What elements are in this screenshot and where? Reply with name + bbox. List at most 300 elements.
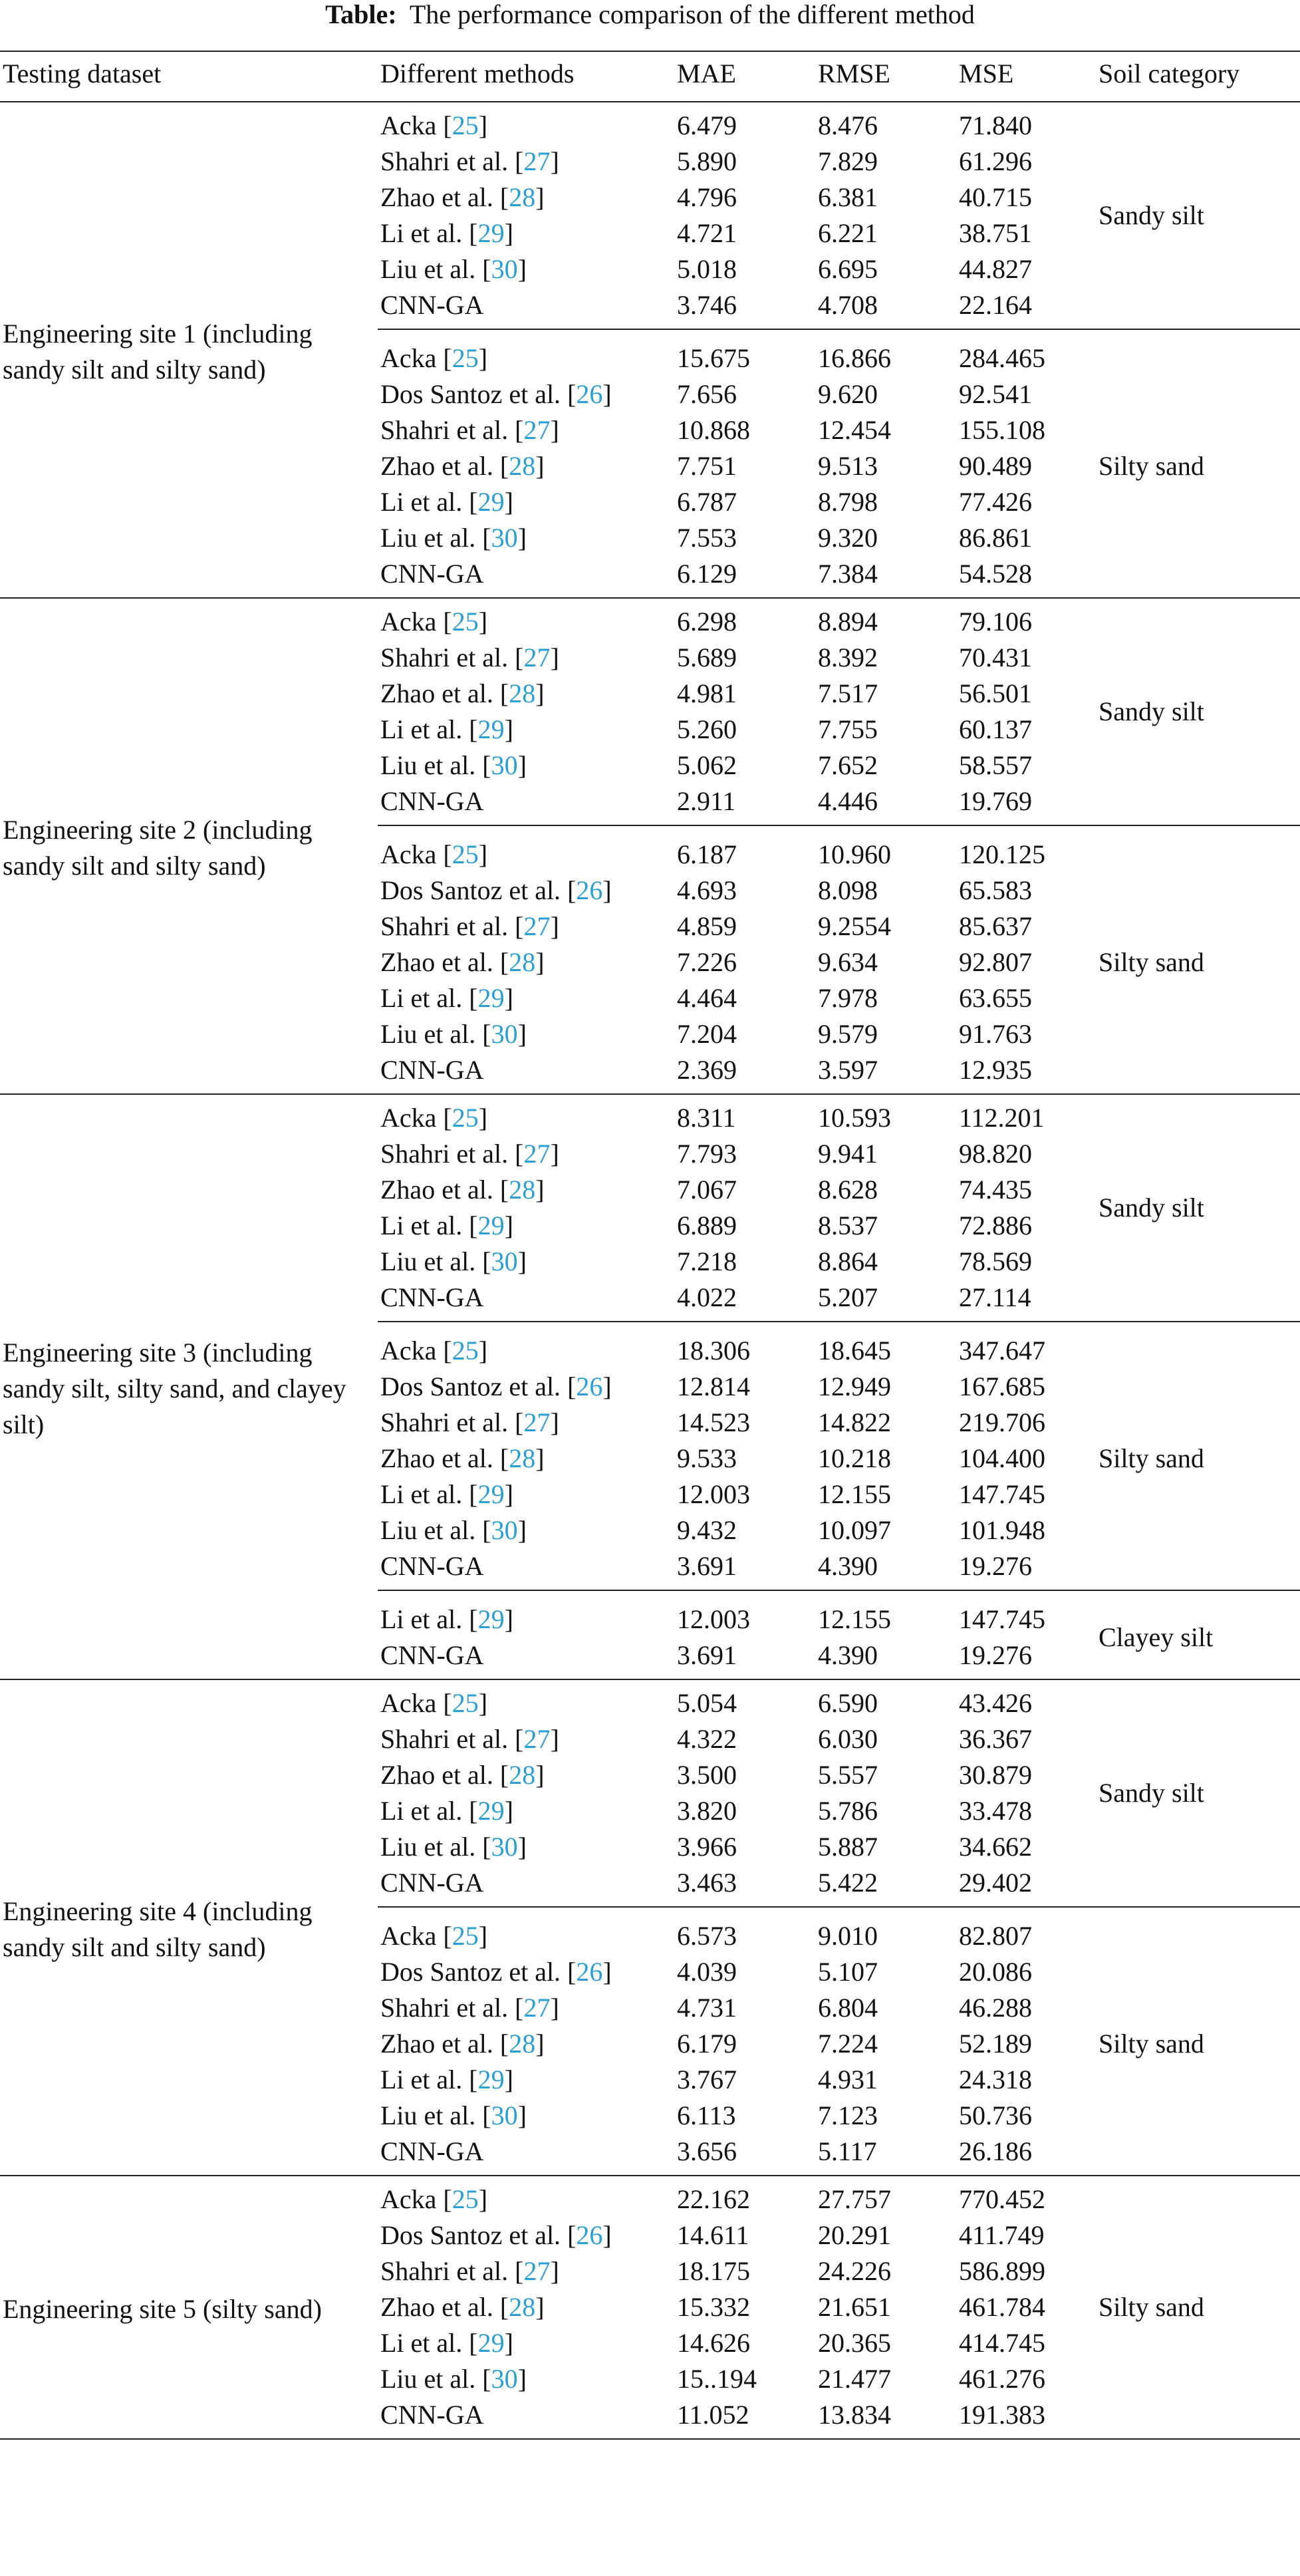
rmse-cell: 21.651 bbox=[818, 2292, 891, 2322]
mae-cell: 4.796 bbox=[677, 182, 737, 212]
method-name: Zhao et al. bbox=[380, 451, 493, 481]
method-name: Liu et al. bbox=[380, 2100, 476, 2130]
mse-cell: 461.784 bbox=[959, 2292, 1045, 2322]
citation-link[interactable]: 25 bbox=[452, 110, 479, 140]
method-cell: Dos Santoz et al. [26] bbox=[380, 875, 612, 905]
rmse-cell: 5.107 bbox=[818, 1957, 878, 1987]
method-cell: Acka [25] bbox=[380, 607, 488, 637]
mse-cell: 46.288 bbox=[959, 1993, 1032, 2023]
mse-cell: 284.465 bbox=[959, 343, 1045, 373]
citation-link[interactable]: 25 bbox=[452, 1336, 479, 1365]
table-row bbox=[0, 251, 1300, 287]
mse-cell: 85.637 bbox=[959, 911, 1032, 941]
citation-link[interactable]: 26 bbox=[576, 2220, 603, 2250]
table-row bbox=[0, 640, 1300, 676]
method-cell: Shahri et al. [27] bbox=[380, 415, 559, 445]
method-name: Dos Santoz et al. bbox=[380, 2220, 561, 2250]
method-cell bbox=[380, 556, 484, 592]
table-row bbox=[0, 2253, 1300, 2289]
soil-category-cell: Silty sand bbox=[1099, 947, 1204, 977]
mse-cell: 54.528 bbox=[959, 559, 1032, 589]
method-cell: Shahri et al. [27] bbox=[380, 1993, 559, 2023]
header-methods: Different methods bbox=[380, 59, 575, 88]
mse-cell: 92.541 bbox=[959, 379, 1032, 409]
mse-cell: 770.452 bbox=[959, 2184, 1045, 2214]
rmse-cell: 7.224 bbox=[818, 2029, 878, 2059]
rmse-cell: 4.708 bbox=[818, 290, 878, 320]
mae-cell: 7.067 bbox=[677, 1175, 737, 1205]
citation-link[interactable]: 29 bbox=[477, 1211, 505, 1240]
table-row bbox=[0, 1990, 1300, 2026]
rmse-cell: 8.392 bbox=[818, 643, 878, 672]
method-name: CNN-GA bbox=[380, 559, 484, 589]
mse-cell: 411.749 bbox=[959, 2220, 1045, 2250]
rmse-cell: 8.894 bbox=[818, 607, 878, 637]
group-rule bbox=[378, 825, 1300, 826]
method-cell: Liu et al. [30] bbox=[380, 750, 527, 780]
citation-link[interactable]: 27 bbox=[523, 1724, 551, 1754]
table-row bbox=[0, 1477, 1300, 1512]
mae-cell: 6.479 bbox=[677, 110, 737, 140]
citation-link[interactable]: 29 bbox=[477, 2065, 505, 2094]
rmse-cell: 12.949 bbox=[818, 1371, 891, 1401]
method-name: Li et al. bbox=[380, 1479, 463, 1509]
method-name: Acka bbox=[380, 1103, 437, 1133]
mse-cell: 19.276 bbox=[959, 1640, 1032, 1670]
method-name: CNN-GA bbox=[380, 786, 484, 816]
method-name: Li et al. bbox=[380, 714, 463, 744]
testing-dataset-cell: Engineering site 5 (silty sand) bbox=[3, 2294, 322, 2324]
method-cell bbox=[380, 2397, 484, 2433]
mae-cell: 7.793 bbox=[677, 1139, 737, 1169]
table-row bbox=[0, 412, 1300, 448]
method-name: Zhao et al. bbox=[380, 678, 493, 708]
method-cell: Li et al. [29] bbox=[380, 1796, 513, 1826]
method-name: Zhao et al. bbox=[380, 1175, 493, 1205]
mse-cell: 104.400 bbox=[959, 1443, 1045, 1473]
citation-link[interactable]: 29 bbox=[477, 487, 505, 517]
mae-cell: 3.500 bbox=[677, 1760, 737, 1790]
group-rule bbox=[378, 1590, 1300, 1591]
soil-category-cell: Silty sand bbox=[1099, 451, 1204, 481]
mae-cell: 9.533 bbox=[677, 1443, 737, 1473]
method-name: Zhao et al. bbox=[380, 947, 493, 977]
method-name: Liu et al. bbox=[380, 2364, 476, 2394]
method-name: Acka bbox=[380, 839, 437, 869]
citation-link[interactable]: 29 bbox=[477, 983, 505, 1013]
table-row bbox=[0, 1685, 1300, 1721]
mae-cell: 6.889 bbox=[677, 1211, 737, 1240]
mse-cell: 461.276 bbox=[959, 2364, 1045, 2394]
citation-link[interactable]: 26 bbox=[576, 875, 603, 905]
rmse-cell: 16.866 bbox=[818, 343, 891, 373]
method-name: Shahri et al. bbox=[380, 1407, 509, 1437]
method-name: Liu et al. bbox=[380, 523, 476, 553]
mse-cell: 56.501 bbox=[959, 678, 1032, 708]
mae-cell: 6.298 bbox=[677, 607, 737, 637]
citation-link[interactable]: 30 bbox=[491, 2100, 518, 2130]
rmse-cell: 6.221 bbox=[818, 218, 878, 248]
method-cell: Dos Santoz et al. [26] bbox=[380, 1957, 612, 1987]
method-cell: Shahri et al. [27] bbox=[380, 1724, 559, 1754]
citation-link[interactable]: 26 bbox=[576, 1371, 603, 1401]
mae-cell: 6.113 bbox=[677, 2100, 736, 2130]
method-cell: Li et al. [29] bbox=[380, 2065, 513, 2094]
citation-link[interactable]: 28 bbox=[509, 947, 536, 977]
citation-link[interactable]: 27 bbox=[523, 415, 551, 445]
rmse-cell: 7.829 bbox=[818, 146, 878, 176]
citation-link[interactable]: 29 bbox=[477, 714, 505, 744]
mse-cell: 120.125 bbox=[959, 839, 1045, 869]
method-cell: Li et al. [29] bbox=[380, 2328, 513, 2358]
site-rule bbox=[0, 1679, 1300, 1680]
method-name: Shahri et al. bbox=[380, 911, 509, 941]
citation-link[interactable]: 28 bbox=[509, 2029, 536, 2059]
method-cell: Li et al. [29] bbox=[380, 1604, 513, 1634]
method-cell: Zhao et al. [28] bbox=[380, 1760, 545, 1790]
method-cell: Li et al. [29] bbox=[380, 714, 513, 744]
mse-cell: 219.706 bbox=[959, 1407, 1045, 1437]
mse-cell: 19.276 bbox=[959, 1551, 1032, 1581]
citation-link[interactable]: 27 bbox=[523, 2256, 551, 2286]
method-cell: Zhao et al. [28] bbox=[380, 182, 545, 212]
rmse-cell: 10.593 bbox=[818, 1103, 891, 1133]
method-name: Dos Santoz et al. bbox=[380, 379, 561, 409]
mse-cell: 79.106 bbox=[959, 607, 1032, 637]
rmse-cell: 20.291 bbox=[818, 2220, 891, 2250]
method-cell: Dos Santoz et al. [26] bbox=[380, 379, 612, 409]
rmse-cell: 5.887 bbox=[818, 1832, 878, 1862]
table-row bbox=[0, 1136, 1300, 1172]
method-name: Li et al. bbox=[380, 1796, 463, 1826]
mse-cell: 43.426 bbox=[959, 1688, 1032, 1718]
citation-link[interactable]: 25 bbox=[452, 1921, 479, 1951]
soil-category-cell: Sandy silt bbox=[1099, 200, 1204, 230]
soil-category-cell: Sandy silt bbox=[1099, 1778, 1204, 1808]
citation-link[interactable]: 30 bbox=[491, 254, 518, 284]
mae-cell: 6.187 bbox=[677, 839, 737, 869]
mse-cell: 74.435 bbox=[959, 1175, 1032, 1205]
mae-cell: 7.218 bbox=[677, 1246, 737, 1276]
method-name: Zhao et al. bbox=[380, 182, 493, 212]
citation-link[interactable]: 28 bbox=[509, 182, 536, 212]
rmse-cell: 24.226 bbox=[818, 2256, 891, 2286]
mae-cell: 5.260 bbox=[677, 714, 737, 744]
method-name: Acka bbox=[380, 343, 437, 373]
rmse-cell: 5.207 bbox=[818, 1282, 878, 1312]
method-name: Li et al. bbox=[380, 983, 463, 1013]
rmse-cell: 9.2554 bbox=[818, 911, 891, 941]
rmse-cell: 9.634 bbox=[818, 947, 878, 977]
method-name: Shahri et al. bbox=[380, 1724, 509, 1754]
mse-cell: 40.715 bbox=[959, 182, 1032, 212]
mse-cell: 29.402 bbox=[959, 1868, 1032, 1898]
rmse-cell: 14.822 bbox=[818, 1407, 891, 1437]
citation-link[interactable]: 29 bbox=[477, 1604, 505, 1634]
mse-cell: 26.186 bbox=[959, 2136, 1032, 2166]
method-cell: Zhao et al. [28] bbox=[380, 1443, 545, 1473]
table-row bbox=[0, 1016, 1300, 1052]
citation-link[interactable]: 25 bbox=[452, 1688, 479, 1718]
citation-link[interactable]: 30 bbox=[491, 523, 518, 553]
table-row bbox=[0, 1052, 1300, 1088]
citation-link[interactable]: 29 bbox=[477, 1479, 505, 1509]
rmse-cell: 6.030 bbox=[818, 1724, 878, 1754]
rmse-cell: 5.422 bbox=[818, 1868, 878, 1898]
table-row bbox=[0, 2098, 1300, 2134]
mae-cell: 12.814 bbox=[677, 1371, 750, 1401]
method-cell bbox=[380, 287, 484, 323]
mae-cell: 6.787 bbox=[677, 487, 737, 517]
method-name: Liu et al. bbox=[380, 1515, 476, 1545]
rmse-cell: 13.834 bbox=[818, 2400, 891, 2430]
method-name: Li et al. bbox=[380, 218, 463, 248]
citation-link[interactable]: 28 bbox=[509, 678, 536, 708]
site-rule bbox=[0, 1093, 1300, 1095]
citation-link[interactable]: 30 bbox=[491, 1019, 518, 1049]
rmse-cell: 7.384 bbox=[818, 559, 878, 589]
method-name: Liu et al. bbox=[380, 1246, 476, 1276]
group-rule bbox=[378, 1906, 1300, 1908]
method-cell: Shahri et al. [27] bbox=[380, 1139, 559, 1169]
citation-link[interactable]: 26 bbox=[576, 1957, 603, 1987]
mae-cell: 2.369 bbox=[677, 1055, 737, 1085]
citation-link[interactable]: 27 bbox=[523, 146, 551, 176]
method-name: CNN-GA bbox=[380, 1640, 484, 1670]
method-cell: Liu et al. [30] bbox=[380, 523, 527, 553]
group-rule bbox=[378, 1321, 1300, 1322]
mae-cell: 4.693 bbox=[677, 875, 737, 905]
mae-cell: 15.332 bbox=[677, 2292, 750, 2322]
mse-cell: 147.745 bbox=[959, 1479, 1045, 1509]
mse-cell: 586.899 bbox=[959, 2256, 1045, 2286]
rmse-cell: 8.628 bbox=[818, 1175, 878, 1205]
rmse-cell: 12.454 bbox=[818, 415, 891, 445]
citation-link[interactable]: 30 bbox=[491, 1515, 518, 1545]
method-name: Liu et al. bbox=[380, 1019, 476, 1049]
mse-cell: 27.114 bbox=[959, 1282, 1031, 1312]
rmse-cell: 3.597 bbox=[818, 1055, 878, 1085]
rmse-cell: 12.155 bbox=[818, 1479, 891, 1509]
rmse-cell: 18.645 bbox=[818, 1336, 891, 1365]
testing-dataset-cell: Engineering site 4 (including sandy silt and silty sand) bbox=[3, 1896, 313, 1962]
method-name: Shahri et al. bbox=[380, 643, 509, 672]
method-name: Dos Santoz et al. bbox=[380, 875, 561, 905]
method-cell: Shahri et al. [27] bbox=[380, 911, 559, 941]
method-cell: Liu et al. [30] bbox=[380, 1019, 527, 1049]
method-name: Acka bbox=[380, 110, 437, 140]
method-cell: Acka [25] bbox=[380, 1688, 488, 1718]
mse-cell: 77.426 bbox=[959, 487, 1032, 517]
mse-cell: 167.685 bbox=[959, 1371, 1045, 1401]
method-name: Shahri et al. bbox=[380, 415, 509, 445]
method-cell: Liu et al. [30] bbox=[380, 254, 527, 284]
mae-cell: 3.656 bbox=[677, 2136, 737, 2166]
mse-cell: 78.569 bbox=[959, 1246, 1032, 1276]
method-cell: Li et al. [29] bbox=[380, 218, 513, 248]
rmse-cell: 6.590 bbox=[818, 1688, 878, 1718]
method-name: CNN-GA bbox=[380, 1868, 484, 1898]
method-name: CNN-GA bbox=[380, 2136, 484, 2166]
mae-cell: 4.859 bbox=[677, 911, 737, 941]
table-row bbox=[0, 2397, 1300, 2433]
method-cell bbox=[380, 784, 484, 819]
mae-cell: 4.464 bbox=[677, 983, 737, 1013]
citation-link[interactable]: 27 bbox=[523, 643, 551, 672]
table-row bbox=[0, 144, 1300, 180]
citation-link[interactable]: 25 bbox=[452, 1103, 479, 1133]
mae-cell: 14.611 bbox=[677, 2220, 749, 2250]
table-row bbox=[0, 1100, 1300, 1136]
mse-cell: 414.745 bbox=[959, 2328, 1045, 2358]
table-row bbox=[0, 1829, 1300, 1865]
citation-link[interactable]: 28 bbox=[509, 1443, 536, 1473]
table-row bbox=[0, 980, 1300, 1016]
mse-cell: 60.137 bbox=[959, 714, 1032, 744]
mae-cell: 4.731 bbox=[677, 1993, 737, 2023]
rmse-cell: 5.117 bbox=[818, 2136, 877, 2166]
mae-cell: 8.311 bbox=[677, 1103, 736, 1133]
mae-cell: 12.003 bbox=[677, 1479, 750, 1509]
mae-cell: 18.306 bbox=[677, 1336, 750, 1365]
citation-link[interactable]: 27 bbox=[523, 1407, 551, 1437]
method-name: CNN-GA bbox=[380, 2400, 484, 2430]
rmse-cell: 7.517 bbox=[818, 678, 878, 708]
method-name: Acka bbox=[380, 607, 437, 637]
citation-link[interactable]: 28 bbox=[509, 1175, 536, 1205]
method-name: Shahri et al. bbox=[380, 1993, 509, 2023]
mae-cell: 18.175 bbox=[677, 2256, 750, 2286]
mae-cell: 3.463 bbox=[677, 1868, 737, 1898]
citation-link[interactable]: 29 bbox=[477, 218, 505, 248]
header-testing-dataset: Testing dataset bbox=[3, 59, 162, 88]
table-row bbox=[0, 556, 1300, 592]
method-cell: Dos Santoz et al. [26] bbox=[380, 2220, 612, 2250]
bottom-rule bbox=[0, 2438, 1300, 2440]
method-cell: Li et al. [29] bbox=[380, 487, 513, 517]
rmse-cell: 9.579 bbox=[818, 1019, 878, 1049]
rmse-cell: 27.757 bbox=[818, 2184, 891, 2214]
method-cell: Zhao et al. [28] bbox=[380, 451, 545, 481]
header-mae: MAE bbox=[677, 59, 736, 88]
citation-link[interactable]: 29 bbox=[477, 1796, 505, 1826]
method-name: Dos Santoz et al. bbox=[380, 1371, 561, 1401]
citation-link[interactable]: 25 bbox=[452, 343, 479, 373]
method-name: Dos Santoz et al. bbox=[380, 1957, 561, 1987]
rmse-cell: 5.557 bbox=[818, 1760, 878, 1790]
method-name: CNN-GA bbox=[380, 1282, 484, 1312]
mse-cell: 38.751 bbox=[959, 218, 1032, 248]
mae-cell: 15..194 bbox=[677, 2364, 757, 2394]
mae-cell: 10.868 bbox=[677, 415, 750, 445]
rmse-cell: 4.390 bbox=[818, 1551, 878, 1581]
header-rmse: RMSE bbox=[818, 59, 890, 88]
table-row bbox=[0, 1512, 1300, 1548]
citation-link[interactable]: 30 bbox=[491, 2364, 518, 2394]
citation-link[interactable]: 25 bbox=[452, 607, 479, 637]
table-row bbox=[0, 2218, 1300, 2253]
mse-cell: 30.879 bbox=[959, 1760, 1032, 1790]
mae-cell: 7.204 bbox=[677, 1019, 737, 1049]
mse-cell: 19.769 bbox=[959, 786, 1032, 816]
citation-link[interactable]: 28 bbox=[509, 2292, 536, 2322]
rmse-cell: 9.941 bbox=[818, 1139, 878, 1169]
method-cell: Zhao et al. [28] bbox=[380, 678, 545, 708]
mae-cell: 4.721 bbox=[677, 218, 737, 248]
method-cell: Acka [25] bbox=[380, 2184, 488, 2214]
method-name: CNN-GA bbox=[380, 290, 484, 320]
caption-prefix: Table: bbox=[325, 0, 397, 29]
citation-link[interactable]: 25 bbox=[452, 839, 479, 869]
mse-cell: 70.431 bbox=[959, 643, 1032, 672]
rmse-cell: 8.798 bbox=[818, 487, 878, 517]
mae-cell: 7.553 bbox=[677, 523, 737, 553]
rmse-cell: 8.476 bbox=[818, 110, 878, 140]
method-name: Zhao et al. bbox=[380, 1443, 493, 1473]
mse-cell: 92.807 bbox=[959, 947, 1032, 977]
rmse-cell: 9.320 bbox=[818, 523, 878, 553]
table-row bbox=[0, 2134, 1300, 2170]
citation-link[interactable]: 28 bbox=[509, 451, 536, 481]
citation-link[interactable]: 30 bbox=[491, 1246, 518, 1276]
citation-link[interactable]: 30 bbox=[491, 1832, 518, 1862]
rmse-cell: 9.010 bbox=[818, 1921, 878, 1951]
rmse-cell: 7.123 bbox=[818, 2100, 878, 2130]
citation-link[interactable]: 28 bbox=[509, 1760, 536, 1790]
method-name: Li et al. bbox=[380, 1211, 463, 1240]
method-name: Acka bbox=[380, 1336, 437, 1365]
table-row bbox=[0, 748, 1300, 784]
method-cell: Li et al. [29] bbox=[380, 1211, 513, 1240]
mae-cell: 7.656 bbox=[677, 379, 737, 409]
rmse-cell: 9.513 bbox=[818, 451, 878, 481]
table-row bbox=[0, 2325, 1300, 2361]
mae-cell: 6.129 bbox=[677, 559, 737, 589]
mae-cell: 14.523 bbox=[677, 1407, 750, 1437]
mae-cell: 3.820 bbox=[677, 1796, 737, 1826]
table-row bbox=[0, 520, 1300, 556]
table-row bbox=[0, 1548, 1300, 1584]
mae-cell: 5.054 bbox=[677, 1688, 737, 1718]
rmse-cell: 8.537 bbox=[818, 1211, 878, 1240]
citation-link[interactable]: 27 bbox=[523, 911, 551, 941]
mae-cell: 4.039 bbox=[677, 1957, 737, 1987]
citation-link[interactable]: 26 bbox=[576, 379, 603, 409]
citation-link[interactable]: 27 bbox=[523, 1139, 551, 1169]
mae-cell: 7.226 bbox=[677, 947, 737, 977]
method-name: Zhao et al. bbox=[380, 2292, 493, 2322]
table-row bbox=[0, 604, 1300, 640]
table-row bbox=[0, 484, 1300, 520]
rmse-cell: 6.381 bbox=[818, 182, 878, 212]
citation-link[interactable]: 29 bbox=[477, 2328, 505, 2358]
method-cell bbox=[380, 1548, 484, 1584]
mse-cell: 101.948 bbox=[959, 1515, 1045, 1545]
method-cell: Shahri et al. [27] bbox=[380, 1407, 559, 1437]
citation-link[interactable]: 27 bbox=[523, 1993, 551, 2023]
citation-link[interactable]: 25 bbox=[452, 2184, 479, 2214]
table-row bbox=[0, 909, 1300, 944]
method-name: Liu et al. bbox=[380, 750, 476, 780]
table-row bbox=[0, 1244, 1300, 1280]
mse-cell: 191.383 bbox=[959, 2400, 1045, 2430]
method-name: Li et al. bbox=[380, 1604, 463, 1634]
mse-cell: 22.164 bbox=[959, 290, 1032, 320]
site-rule bbox=[0, 2175, 1300, 2176]
header-soil-category: Soil category bbox=[1099, 59, 1240, 88]
citation-link[interactable]: 30 bbox=[491, 750, 518, 780]
method-cell: Zhao et al. [28] bbox=[380, 2029, 545, 2059]
